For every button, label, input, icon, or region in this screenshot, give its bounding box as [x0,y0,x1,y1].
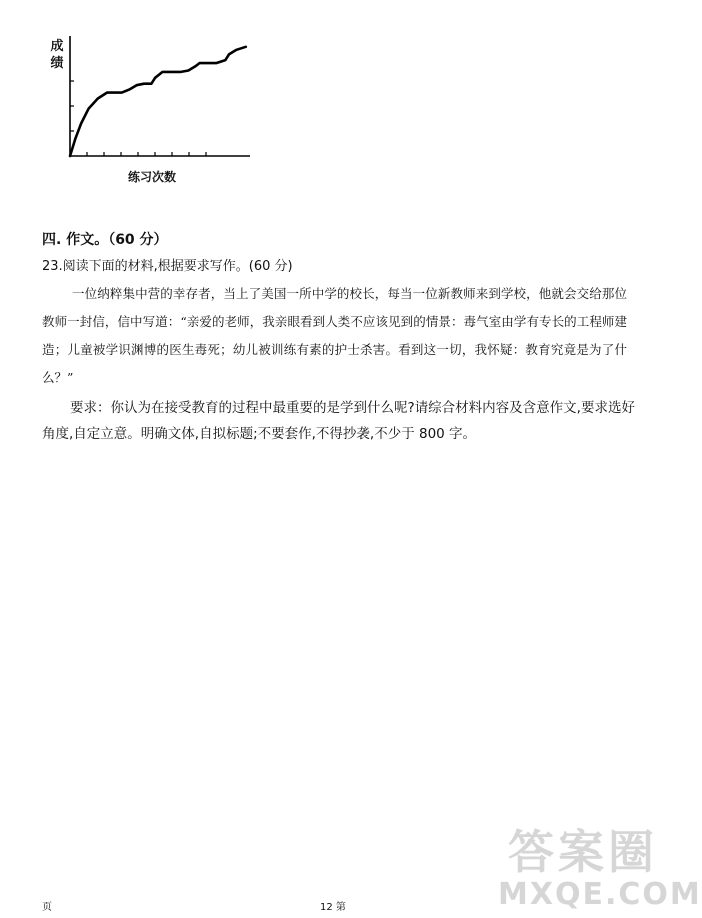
learning-curve-line [70,47,246,156]
question-prompt: 23.阅读下面的材料,根据要求写作。(60 分) [42,259,293,274]
learning-curve-figure [28,30,268,200]
footer-page-left: 页 [42,902,52,913]
writing-requirement: 要求：你认为在接受教育的过程中最重要的是学到什么呢?请综合材料内容及含意作文,要求选好角度,自定立意。明确文体,自拟标题;不要套作,不得抄袭,不少于 800 字。 [42,400,635,442]
watermark-logo-text: 答案圈 [508,825,658,879]
section-title: 四. 作文。（60 分） [42,232,168,248]
y-axis-label: 成绩 [50,39,64,71]
material-passage: 一位纳粹集中营的幸存者，当上了美国一所中学的校长，每当一位新教师来到学校，他就会交给那位教师一封信，信中写道：“亲爱的老师，我亲眼看到人类不应该见到的情景：毒气室由学有专长的工程师建造；儿童被学识渊博的医生毒死；幼儿被训练有素的护士杀害。看到这一切，我怀疑：教育究竟是为了什么？” [42,286,627,385]
x-axis-label: 练习次数 [128,170,177,184]
footer-page-number: 12 第 [320,902,346,913]
watermark [498,825,702,916]
watermark-url: MXQE.COM [498,877,702,912]
